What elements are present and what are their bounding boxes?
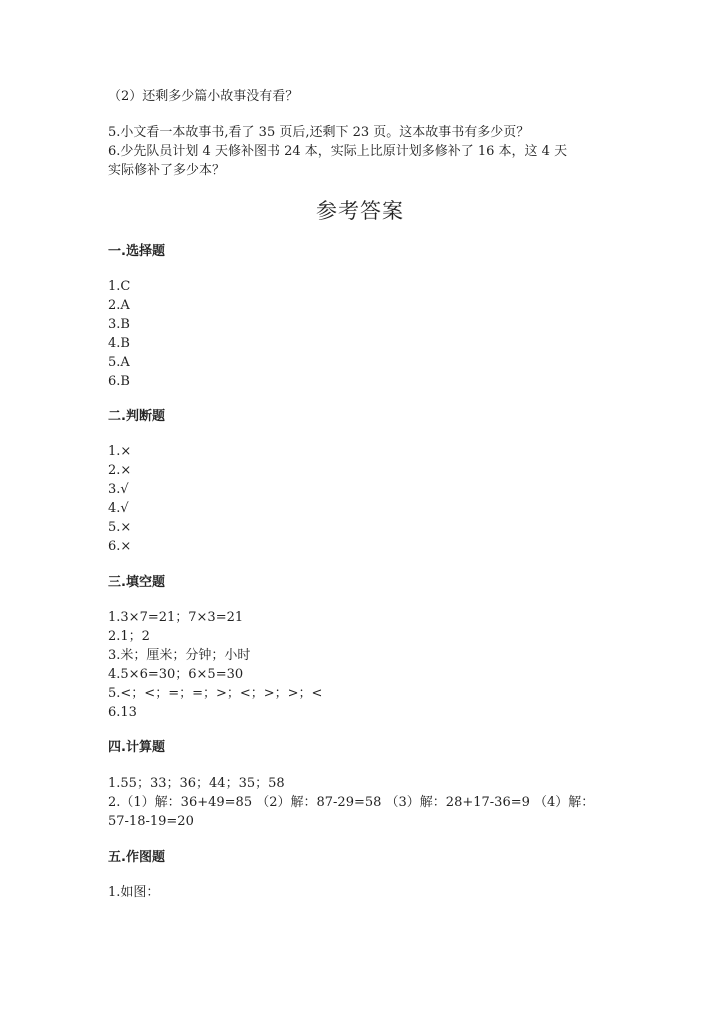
fill-answer: 4.5×6=30；6×5=30 (108, 667, 244, 682)
answer-title: 参考答案 (316, 199, 404, 223)
judge-answer: 5.× (108, 520, 132, 535)
section-heading-choice: 一.选择题 (108, 244, 165, 259)
fill-answer: 3.米；厘米；分钟；小时 (108, 648, 251, 663)
choice-answer: 1.C (108, 279, 131, 294)
draw-answer: 1.如图： (108, 885, 160, 900)
calc-answer: 57-18-19=20 (108, 814, 194, 829)
question-5: 5.小文看一本故事书,看了 35 页后,还剩下 23 页。这本故事书有多少页？ (108, 125, 530, 140)
judge-answer: 2.× (108, 463, 132, 478)
choice-answer: 4.B (108, 336, 130, 351)
choice-answer: 2.A (108, 298, 130, 313)
choice-answer: 3.B (108, 317, 130, 332)
fill-answer: 5.<；<；=；=；>；<；>；>；< (108, 686, 323, 701)
judge-answer: 6.× (108, 539, 132, 554)
question-6-line-1: 6.少先队员计划 4 天修补图书 24 本，实际上比原计划多修补了 16 本，这 4 天 (108, 144, 568, 159)
section-heading-calc: 四.计算题 (108, 740, 165, 755)
question-4-part-2: （2）还剩多少篇小故事没有看？ (108, 89, 299, 104)
choice-answer: 5.A (108, 355, 130, 370)
fill-answer: 2.1；2 (108, 629, 150, 644)
section-heading-judge: 二.判断题 (108, 409, 165, 424)
calc-answer: 2.（1）解：36+49=85 （2）解：87-29=58 （3）解：28+17-36=9 （4）解： (108, 795, 595, 810)
calc-answer: 1.55；33；36；44；35；58 (108, 776, 285, 791)
choice-answer: 6.B (108, 374, 130, 389)
section-heading-draw: 五.作图题 (108, 850, 165, 865)
question-6-line-2: 实际修补了多少本？ (108, 163, 226, 178)
fill-answer: 6.13 (108, 705, 137, 720)
judge-answer: 1.× (108, 444, 132, 459)
judge-answer: 3.√ (108, 482, 129, 497)
section-heading-fill: 三.填空题 (108, 575, 165, 590)
fill-answer: 1.3×7=21；7×3=21 (108, 610, 244, 625)
judge-answer: 4.√ (108, 501, 129, 516)
